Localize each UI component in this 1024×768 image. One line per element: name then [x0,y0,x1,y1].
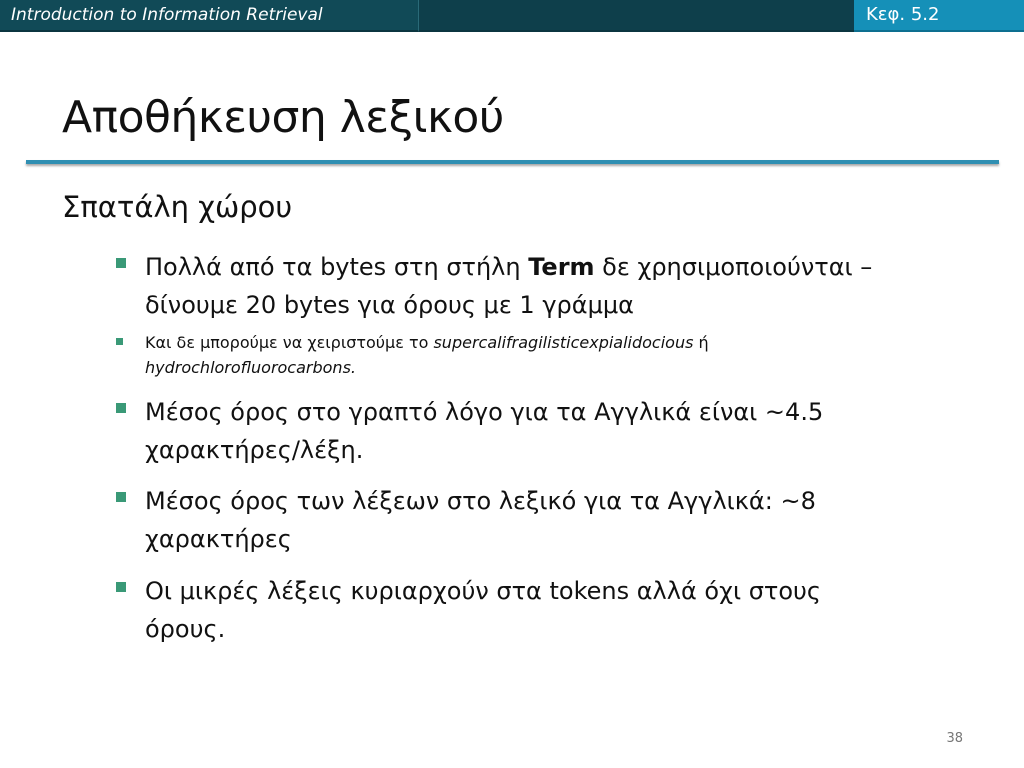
bullet-text-line1: Μέσος όρος των λέξεων στο λεξικό για τα Αγγλικά: ~8 [145,487,816,515]
bullet-text [145,482,996,558]
bullet-text-part: Και δε μπορούμε να χειριστούμε το [145,333,434,352]
bullet-item [116,393,996,469]
chapter-label: Κεφ. 5.2 [866,4,940,25]
bullet-text-line2: χαρακτήρες [145,525,292,553]
page-number: 38 [946,731,963,746]
bullet-item [116,482,996,558]
bullet-text-line2: όρους. [145,615,226,643]
bullet-text [145,393,996,469]
bullet-text-line1: Μέσος όρος στο γραπτό λόγο για τα Αγγλικά είναι ~4.5 [145,398,824,426]
bullet-text-bold: Term [528,253,595,281]
header-middle-panel [418,0,855,32]
bullet-text-italic: supercalifragilisticexpialidocious [433,333,694,352]
bullet-square-icon [116,492,126,502]
bullet-square-icon [116,582,126,592]
bullet-item [116,248,996,324]
bullet-text-line1: Οι μικρές λέξεις κυριαρχούν στα tokens αλλά όχι στους [145,577,822,605]
bullet-text [145,572,996,648]
section-heading: Σπατάλη χώρου [62,190,293,224]
bullet-square-icon [116,403,126,413]
header-bar [0,0,1024,32]
bullet-text-part: Πολλά από τα bytes στη στήλη [145,253,529,281]
slide-title: Αποθήκευση λεξικού [62,92,504,143]
bullet-text-part: ή [693,333,709,352]
bullet-text-line2: χαρακτήρες/λέξη. [145,436,364,464]
bullet-text [145,248,996,324]
bullet-square-icon [116,258,126,268]
bullet-text-italic: hydrochlorofluorocarbons. [145,358,356,377]
course-title: Introduction to Information Retrieval [11,5,323,25]
bullet-text [145,330,996,380]
bullet-text-line2: δίνουμε 20 bytes για όρους με 1 γράμμα [145,291,634,319]
title-underline [26,160,999,164]
sub-bullet-item [116,330,996,380]
bullet-square-icon [116,338,123,345]
bullet-item [116,572,996,648]
bullet-text-part: δε χρησιμοποιούνται – [594,253,873,281]
